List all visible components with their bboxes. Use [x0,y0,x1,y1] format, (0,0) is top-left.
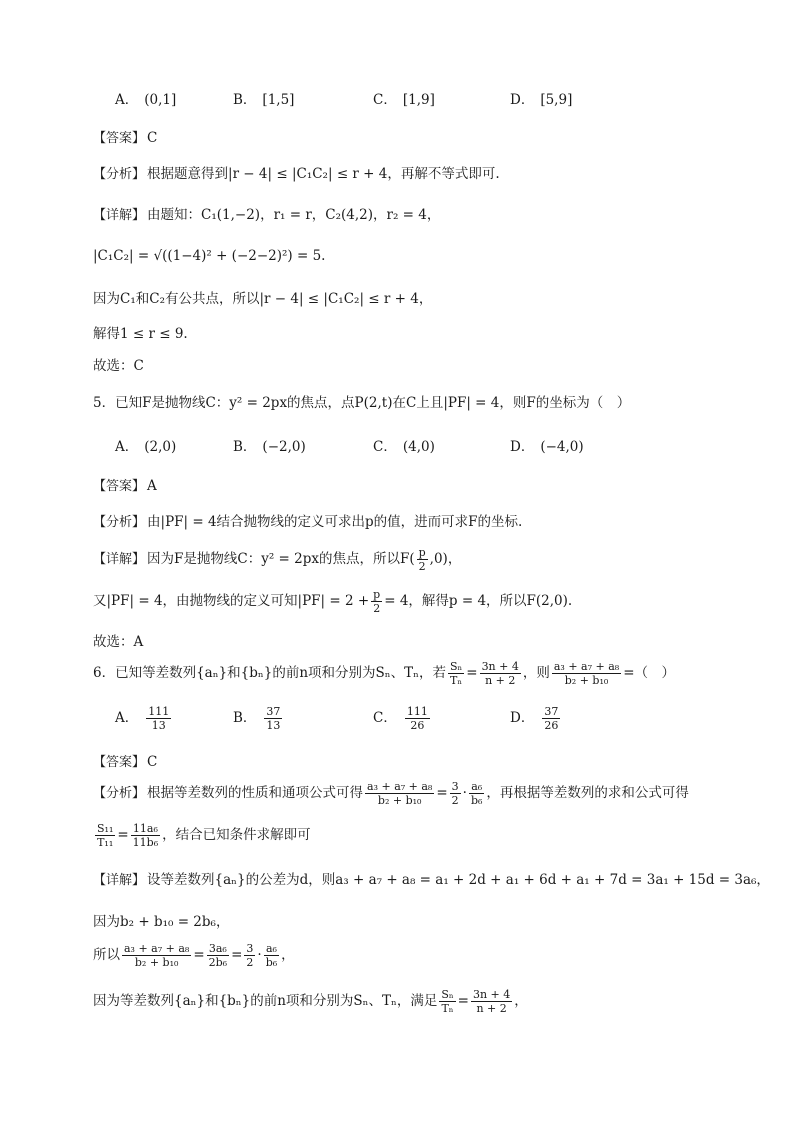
detail-text: = 4，解得p = 4，所以F(2,0). [384,593,573,609]
detail-text: 因为F是抛物线C：y² = 2px的焦点，所以F( [147,551,415,567]
q6-option-a [115,705,173,732]
fraction-denominator: 13 [151,719,166,732]
fraction [480,660,521,687]
fraction-denominator: 26 [410,719,425,732]
q6-option-c [373,705,432,732]
fraction-numerator: a₆ [264,942,279,956]
fraction-denominator: b₆ [470,794,483,807]
option-letter: A． [115,92,139,108]
stem-text: =（ ） [623,665,675,681]
fraction-numerator: Sₙ [449,660,463,673]
fraction-denominator: 13 [266,719,281,732]
option-letter: C． [373,710,397,726]
q5-detail-1 [93,546,461,573]
fraction-numerator: 3n + 4 [481,660,519,673]
fraction-denominator: b₂ + b₁₀ [134,956,179,969]
q4-detail-2: |C₁C₂| = √((1−4)² + (−2−2)²) = 5. [93,248,326,264]
q5-detail-2 [93,588,572,615]
fraction-numerator: a₃ + a₇ + a₈ [124,942,190,955]
q4-option-a [115,88,176,108]
analysis-text: 根据等差数列的性质和通项公式可得 [147,785,364,801]
option-text: (−2,0) [262,439,306,455]
fraction-denominator: Tₙ [450,674,463,687]
fraction [448,660,464,687]
answer-tag: 【答案】 [93,755,146,770]
option-letter: C． [373,92,397,108]
q4-answer [93,128,157,149]
detail-tag: 【详解】 [93,208,146,223]
answer-tag: 【答案】 [93,131,146,146]
detail-text: ， [514,993,528,1009]
q6-analysis-2 [93,822,311,849]
q4-detail-3: 因为C₁和C₂有公共点，所以|r − 4| ≤ |C₁C₂| ≤ r + 4， [93,291,433,307]
fraction-numerator: p [418,546,426,559]
q6-detail-1 [93,870,770,891]
stem-text: ，则 [522,665,550,681]
analysis-text: 由|PF| = 4结合抛物线的定义可求出p的值，进而可求F的坐标. [147,514,523,530]
fraction-numerator: Sₙ [441,988,454,1001]
analysis-text: ，再根据等差数列的求和公式可得 [486,785,689,801]
analysis-tag: 【分析】 [93,515,146,530]
equals-sign: = [231,947,243,963]
fraction-denominator: 11b₆ [132,836,159,849]
detail-text: 设等差数列{aₙ}的公差为d，则a₃ + a₇ + a₈ = a₁ + 2d + a₁ + 6d + a₁ + 7d = 3a₁ + 15d = 3a₆， [147,872,770,888]
q4-detail-1 [93,205,440,226]
q6-detail-3 [93,942,295,969]
dot-operator: · [257,947,262,963]
fraction-numerator: 3a₆ [207,942,229,956]
fraction [439,988,455,1015]
fraction [450,780,461,807]
fraction-numerator: a₆ [469,780,484,794]
answer-value: A [147,478,157,494]
fraction [552,660,621,687]
fraction-denominator: 26 [544,719,559,732]
analysis-tag: 【分析】 [93,786,146,801]
fraction [131,822,160,849]
equals-sign: = [457,993,469,1009]
equals-sign: = [436,785,448,801]
q6-answer [93,752,157,773]
option-text: (−4,0) [540,439,584,455]
q4-choose: 故选：C [93,358,144,374]
detail-text: ,0)， [429,551,462,567]
fraction-numerator: 3 [246,942,254,955]
option-text: [1,5] [262,92,295,108]
equals-sign: = [466,665,478,681]
fraction-denominator: b₆ [265,956,278,969]
fraction-denominator: n + 2 [485,674,516,687]
fraction-numerator: S₁₁ [97,822,114,835]
q4-options [93,88,713,112]
fraction [264,942,279,969]
option-letter: D． [510,92,535,108]
option-letter: D． [510,439,535,455]
fraction-numerator: a₃ + a₇ + a₈ [367,780,433,793]
q5-choose: 故选：A [93,634,144,650]
stem-text: 6．已知等差数列{aₙ}和{bₙ}的前n项和分别为Sₙ、Tₙ，若 [93,665,446,681]
fraction-denominator: 2b₆ [208,956,228,969]
option-letter: B． [233,92,257,108]
fraction-denominator: 2 [373,602,381,615]
fraction-denominator: 2 [418,560,426,573]
option-text: (0,1] [144,92,177,108]
q5-analysis [93,512,522,533]
q6-stem [93,660,675,687]
detail-tag: 【详解】 [93,552,146,567]
q5-option-a [115,435,176,455]
fraction-numerator: 37 [266,705,281,718]
fraction [365,780,434,807]
option-letter: D． [510,710,535,726]
q4-detail-4: 解得1 ≤ r ≤ 9. [93,326,188,342]
fraction-denominator: Tₙ [441,1002,454,1015]
fraction-denominator: 2 [451,794,459,807]
fraction [244,942,255,969]
detail-text: 因为等差数列{aₙ}和{bₙ}的前n项和分别为Sₙ、Tₙ，满足 [93,993,438,1009]
q6-option-b [233,705,284,732]
fraction-numerator: 111 [148,705,170,718]
q4-option-b [233,88,294,108]
fraction-denominator: b₂ + b₁₀ [564,674,609,687]
q5-option-b [233,435,306,455]
fraction-denominator: 2 [246,956,254,969]
dot-operator: · [462,785,467,801]
fraction-denominator: b₂ + b₁₀ [377,794,422,807]
q6-detail-2: 因为b₂ + b₁₀ = 2b₆， [93,914,230,930]
fraction-numerator: 111 [406,705,428,718]
detail-text: ， [281,947,295,963]
fraction-denominator: n + 2 [476,1002,507,1015]
fraction [122,942,191,969]
analysis-tag: 【分析】 [93,167,146,182]
q5-stem: 5．已知F是抛物线C：y² = 2px的焦点，点P(2,t)在C上且|PF| = 4，则F的坐标为（ ） [93,395,631,411]
fraction [471,988,512,1015]
fraction-numerator: 37 [544,705,559,718]
option-text: [5,9] [540,92,573,108]
q5-answer [93,476,157,497]
fraction-denominator: T₁₁ [97,836,114,849]
fraction [542,705,560,732]
analysis-text: ，结合已知条件求解即可 [162,827,311,843]
q6-analysis-1 [93,780,689,807]
answer-tag: 【答案】 [93,479,146,494]
fraction [405,705,430,732]
q6-detail-4 [93,988,528,1015]
option-text: (2,0) [144,439,177,455]
fraction [417,546,428,573]
detail-text: 所以 [93,947,120,963]
option-letter: A． [115,710,139,726]
q6-option-d [510,705,562,732]
fraction [264,705,282,732]
fraction [371,588,382,615]
q5-option-c [373,435,435,455]
detail-text: 又|PF| = 4，由抛物线的定义可知|PF| = 2 + [93,593,370,609]
q4-analysis [93,164,500,185]
option-text: [1,9] [402,92,435,108]
detail-tag: 【详解】 [93,873,146,888]
fraction [95,822,115,849]
equals-sign: = [193,947,205,963]
fraction-numerator: 3 [451,780,459,793]
option-letter: B． [233,710,257,726]
answer-value: C [147,754,158,770]
option-letter: B． [233,439,257,455]
fraction-numerator: 11a₆ [131,822,160,836]
analysis-text: 根据题意得到|r − 4| ≤ |C₁C₂| ≤ r + 4，再解不等式即可. [147,166,500,182]
fraction-numerator: a₃ + a₇ + a₈ [553,660,620,673]
q5-options [93,435,713,459]
fraction-numerator: p [373,588,381,601]
option-letter: A． [115,439,139,455]
q4-option-d [510,88,572,108]
q5-option-d [510,435,584,455]
option-letter: C． [373,439,397,455]
equals-sign: = [117,827,129,843]
fraction [207,942,229,969]
detail-text: 由题知：C₁(1,−2)，r₁ = r，C₂(4,2)，r₂ = 4， [147,207,441,223]
q4-option-c [373,88,435,108]
q6-options [93,705,713,739]
option-text: (4,0) [402,439,435,455]
answer-value: C [147,130,158,146]
fraction-numerator: 3n + 4 [472,988,511,1001]
fraction [469,780,484,807]
fraction [146,705,171,732]
